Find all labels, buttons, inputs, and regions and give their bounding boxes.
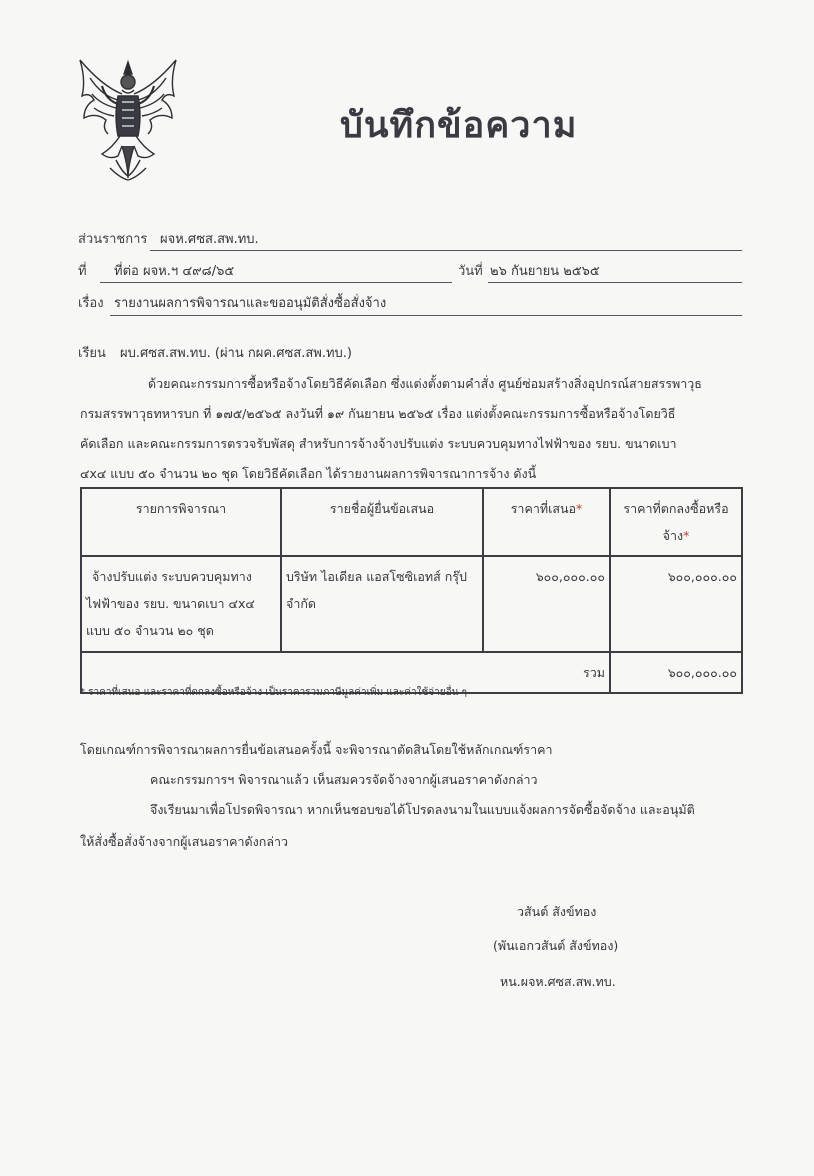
subject-value: รายงานผลการพิจารณาและขออนุมัติสั่งซื้อสั่งจ้าง bbox=[114, 296, 387, 311]
to-label: เรียน bbox=[78, 346, 106, 361]
body-line-3: คัดเลือก และคณะกรรมการตรวจรับพัสดุ สำหรับการจ้างจ้างปรับแต่ง ระบบควบคุมทางไฟฟ้าของ รยบ. ขนาดเบา bbox=[80, 436, 677, 451]
header-item: รายการพิจารณา bbox=[81, 488, 281, 556]
subject-label: เรื่อง bbox=[78, 296, 104, 311]
header-offer: ราคาที่เสนอ* bbox=[483, 488, 610, 556]
dept-value: ผจห.ศซส.สพ.ทบ. bbox=[160, 232, 259, 247]
cell-bidder: บริษัท ไอเดียล แอสโซซิเอทส์ กรุ๊ป จำกัด bbox=[281, 556, 483, 652]
footnote: * ราคาที่เสนอ และราคาที่ตกลงซื้อหรือจ้าง เป็นราคารวมภาษีมูลค่าเพิ่ม และค่าใช้จ่ายอื่น ๆ bbox=[80, 687, 468, 698]
dept-label: ส่วนราชการ bbox=[78, 232, 148, 247]
to-value: ผบ.ศซส.สพ.ทบ. (ผ่าน กผค.ศซส.สพ.ทบ.) bbox=[120, 346, 352, 361]
header-bidder: รายชื่อผู้ยื่นข้อเสนอ bbox=[281, 488, 483, 556]
table-header-row bbox=[81, 488, 742, 556]
garuda-emblem-icon bbox=[72, 56, 184, 182]
body-line-2: กรมสรรพาวุธทหารบก ที่ ๑๗๕/๒๕๖๕ ลงวันที่ ๑๙ กันยายน ๒๕๖๕ เรื่อง แต่งตั้งคณะกรรมการซื้อหรือจ้างโดยวิธี bbox=[80, 406, 676, 421]
ref-label: ที่ bbox=[78, 264, 87, 279]
total-value: ๖๐๐,๐๐๐.๐๐ bbox=[610, 652, 742, 693]
ref-rule bbox=[100, 282, 452, 283]
date-value: ๒๖ กันยายน ๒๕๖๕ bbox=[490, 264, 600, 279]
closing-line-1: โดยเกณฑ์การพิจารณาผลการยื่นข้อเสนอครั้งนี้ จะพิจารณาตัดสินโดยใช้หลักเกณฑ์ราคา bbox=[80, 742, 553, 757]
signatory-position: หน.ผจห.ศซส.สพ.ทบ. bbox=[500, 974, 616, 989]
body-line-4: ๔x๔ แบบ ๕๐ จำนวน ๒๐ ชุด โดยวิธีคัดเลือก ได้รายงานผลการพิจารณาการจ้าง ดังนี้ bbox=[80, 466, 537, 481]
header-agreed: ราคาที่ตกลงซื้อหรือ จ้าง* bbox=[610, 488, 742, 556]
date-rule bbox=[488, 282, 742, 283]
consideration-table bbox=[80, 487, 743, 694]
memo-title: บันทึกข้อความ bbox=[340, 105, 578, 146]
closing-line-3: จึงเรียนมาเพื่อโปรดพิจารณา หากเห็นชอบขอได้โปรดลงนามในแบบแจ้งผลการจัดซื้อจัดจ้าง และอนุมัติ bbox=[150, 802, 695, 817]
signed-name: วสันต์ สังข์ทอง bbox=[517, 904, 597, 919]
cell-agreed: ๖๐๐,๐๐๐.๐๐ bbox=[610, 556, 742, 652]
closing-line-4: ให้สั่งซื้อสั่งจ้างจากผู้เสนอราคาดังกล่าว bbox=[80, 834, 289, 849]
signatory-full-name: (พันเอกวสันต์ สังข์ทอง) bbox=[493, 938, 619, 953]
closing-line-2: คณะกรรมการฯ พิจารณาแล้ว เห็นสมควรจัดจ้างจากผู้เสนอราคาดังกล่าว bbox=[150, 772, 538, 787]
body-line-1: ด้วยคณะกรรมการซื้อหรือจ้างโดยวิธีคัดเลือก ซึ่งแต่งตั้งตามคำสั่ง ศูนย์ซ่อมสร้างสิ่งอุปกรณ์สายสรรพาวุธ bbox=[148, 376, 702, 391]
subject-rule bbox=[110, 315, 742, 316]
total-label: รวม bbox=[81, 652, 610, 693]
table-row bbox=[81, 556, 742, 652]
cell-item: จ้างปรับแต่ง ระบบควบคุมทาง ไฟฟ้าของ รยบ. ขนาดเบา ๔x๔ แบบ ๕๐ จำนวน ๒๐ ชุด bbox=[81, 556, 281, 652]
ref-value: ที่ต่อ ผจห.ฯ ๔๙๘/๖๕ bbox=[114, 264, 235, 279]
cell-offer: ๖๐๐,๐๐๐.๐๐ bbox=[483, 556, 610, 652]
date-label: วันที่ bbox=[458, 264, 483, 279]
dept-rule bbox=[150, 250, 742, 251]
